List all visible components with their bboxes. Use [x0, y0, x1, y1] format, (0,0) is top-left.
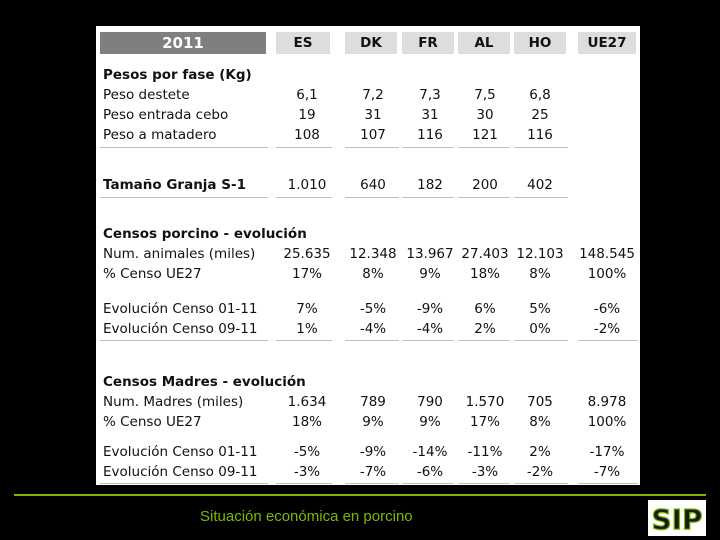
svg-text:SIP: SIP: [651, 503, 703, 536]
table-cell: -5%: [293, 444, 321, 460]
table-cell: 7%: [296, 301, 318, 317]
section-title: [96, 224, 640, 244]
section-underline: [100, 483, 268, 484]
table-cell: 25: [531, 107, 549, 123]
table-row: [96, 412, 640, 432]
table-cell: 2%: [474, 321, 496, 337]
table-cell: 100%: [587, 266, 627, 282]
table-cell: 8%: [362, 266, 384, 282]
table-cell: 8%: [529, 266, 551, 282]
section-underline: [514, 147, 568, 148]
section-underline: [514, 197, 568, 198]
footer-title: Situación económica en porcino: [200, 508, 413, 525]
row-label: % Censo UE27: [103, 414, 202, 430]
table-cell: 9%: [362, 414, 384, 430]
table-cell: -2%: [526, 464, 554, 480]
row-label: Tamaño Granja S-1: [103, 177, 246, 193]
table-cell: 200: [472, 177, 498, 193]
table-cell: 6,1: [296, 87, 318, 103]
row-label: Num. Madres (miles): [103, 394, 244, 410]
section-underline: [458, 197, 510, 198]
table-cell: 18%: [291, 414, 323, 430]
section-underline: [100, 147, 268, 148]
table-cell: 17%: [469, 414, 501, 430]
table-row: [96, 105, 640, 125]
table-cell: 31: [364, 107, 382, 123]
section-underline: [345, 340, 399, 341]
table-row: [96, 125, 640, 145]
row-label: % Censo UE27: [103, 266, 202, 282]
table-cell: 7,3: [419, 87, 441, 103]
table-cell: 107: [360, 127, 386, 143]
table-row: [96, 462, 640, 482]
table-cell: 1.010: [287, 177, 327, 193]
table-row: [96, 175, 640, 195]
table-row: [96, 299, 640, 319]
col-header-ue27: UE27: [578, 32, 636, 54]
table-cell: 2%: [529, 444, 551, 460]
table-cell: -4%: [359, 321, 387, 337]
row-label: Evolución Censo 09-11: [103, 464, 258, 480]
row-label: Peso entrada cebo: [103, 107, 229, 123]
section-underline: [514, 483, 568, 484]
row-label: Peso destete: [103, 87, 190, 103]
table-cell: 8%: [529, 414, 551, 430]
table-cell: -9%: [359, 444, 387, 460]
section-underline: [402, 483, 454, 484]
table-cell: 12.348: [349, 246, 397, 262]
year-header: 2011: [100, 32, 266, 54]
section-underline: [345, 483, 399, 484]
section-title-text: Censos porcino - evolución: [103, 226, 307, 242]
col-header-fr: FR: [402, 32, 454, 54]
section-underline: [458, 483, 510, 484]
table-cell: -2%: [593, 321, 621, 337]
table-row: [96, 244, 640, 264]
table-cell: 6%: [474, 301, 496, 317]
section-underline: [276, 147, 332, 148]
section-title-text: Censos Madres - evolución: [103, 374, 306, 390]
table-cell: 790: [417, 394, 443, 410]
table-cell: 18%: [469, 266, 501, 282]
table-cell: 9%: [419, 414, 441, 430]
col-header-dk: DK: [345, 32, 397, 54]
row-label: Peso a matadero: [103, 127, 217, 143]
section-title-text: Pesos por fase (Kg): [103, 67, 252, 83]
table-cell: 0%: [529, 321, 551, 337]
section-underline: [276, 197, 332, 198]
table-cell: -4%: [416, 321, 444, 337]
table-row: [96, 85, 640, 105]
section-underline: [402, 340, 454, 341]
section-underline: [100, 197, 268, 198]
table-cell: 705: [527, 394, 553, 410]
table-row: [96, 442, 640, 462]
table-cell: -7%: [359, 464, 387, 480]
table-cell: -6%: [593, 301, 621, 317]
data-table: [96, 26, 640, 485]
table-cell: -7%: [593, 464, 621, 480]
table-cell: -6%: [416, 464, 444, 480]
table-cell: -17%: [589, 444, 625, 460]
row-label: Num. animales (miles): [103, 246, 256, 262]
table-cell: 17%: [291, 266, 323, 282]
section-underline: [100, 340, 268, 341]
table-cell: 640: [360, 177, 386, 193]
section-underline: [458, 147, 510, 148]
table-cell: 182: [417, 177, 443, 193]
table-cell: 6,8: [529, 87, 551, 103]
table-cell: 30: [476, 107, 494, 123]
section-title: [96, 65, 640, 85]
table-cell: 108: [294, 127, 320, 143]
section-underline: [276, 340, 332, 341]
table-cell: 25.635: [283, 246, 331, 262]
table-cell: -14%: [412, 444, 448, 460]
table-cell: 27.403: [461, 246, 509, 262]
table-cell: -11%: [467, 444, 503, 460]
footer-divider: [14, 494, 706, 496]
table-cell: 13.967: [406, 246, 454, 262]
table-row: [96, 264, 640, 284]
col-header-ho: HO: [514, 32, 566, 54]
section-underline: [514, 340, 568, 341]
table-cell: 100%: [587, 414, 627, 430]
table-cell: 116: [417, 127, 443, 143]
table-cell: 19: [298, 107, 316, 123]
table-cell: 116: [527, 127, 553, 143]
section-underline: [345, 197, 399, 198]
section-underline: [458, 340, 510, 341]
table-cell: 12.103: [516, 246, 564, 262]
table-cell: -3%: [471, 464, 499, 480]
table-cell: -5%: [359, 301, 387, 317]
table-cell: 789: [360, 394, 386, 410]
section-underline: [402, 147, 454, 148]
table-cell: 31: [421, 107, 439, 123]
table-cell: 7,2: [362, 87, 384, 103]
section-underline: [402, 197, 454, 198]
row-label: Evolución Censo 09-11: [103, 321, 258, 337]
row-label: Evolución Censo 01-11: [103, 301, 258, 317]
table-cell: 1.570: [465, 394, 505, 410]
table-cell: 148.545: [579, 246, 635, 262]
table-cell: 7,5: [474, 87, 496, 103]
table-cell: 402: [527, 177, 553, 193]
col-header-al: AL: [458, 32, 510, 54]
sip-logo: [648, 500, 706, 536]
table-cell: 121: [472, 127, 498, 143]
section-underline: [345, 147, 399, 148]
section-underline: [578, 340, 638, 341]
col-header-es: ES: [276, 32, 330, 54]
row-label: Evolución Censo 01-11: [103, 444, 258, 460]
table-cell: 1%: [296, 321, 318, 337]
section-underline: [578, 483, 638, 484]
table-cell: 9%: [419, 266, 441, 282]
table-row: [96, 319, 640, 339]
table-row: [96, 392, 640, 412]
table-cell: 8.978: [587, 394, 627, 410]
table-cell: 1.634: [287, 394, 327, 410]
section-title: [96, 372, 640, 392]
section-underline: [276, 483, 332, 484]
table-cell: 5%: [529, 301, 551, 317]
table-cell: -9%: [416, 301, 444, 317]
table-cell: -3%: [293, 464, 321, 480]
